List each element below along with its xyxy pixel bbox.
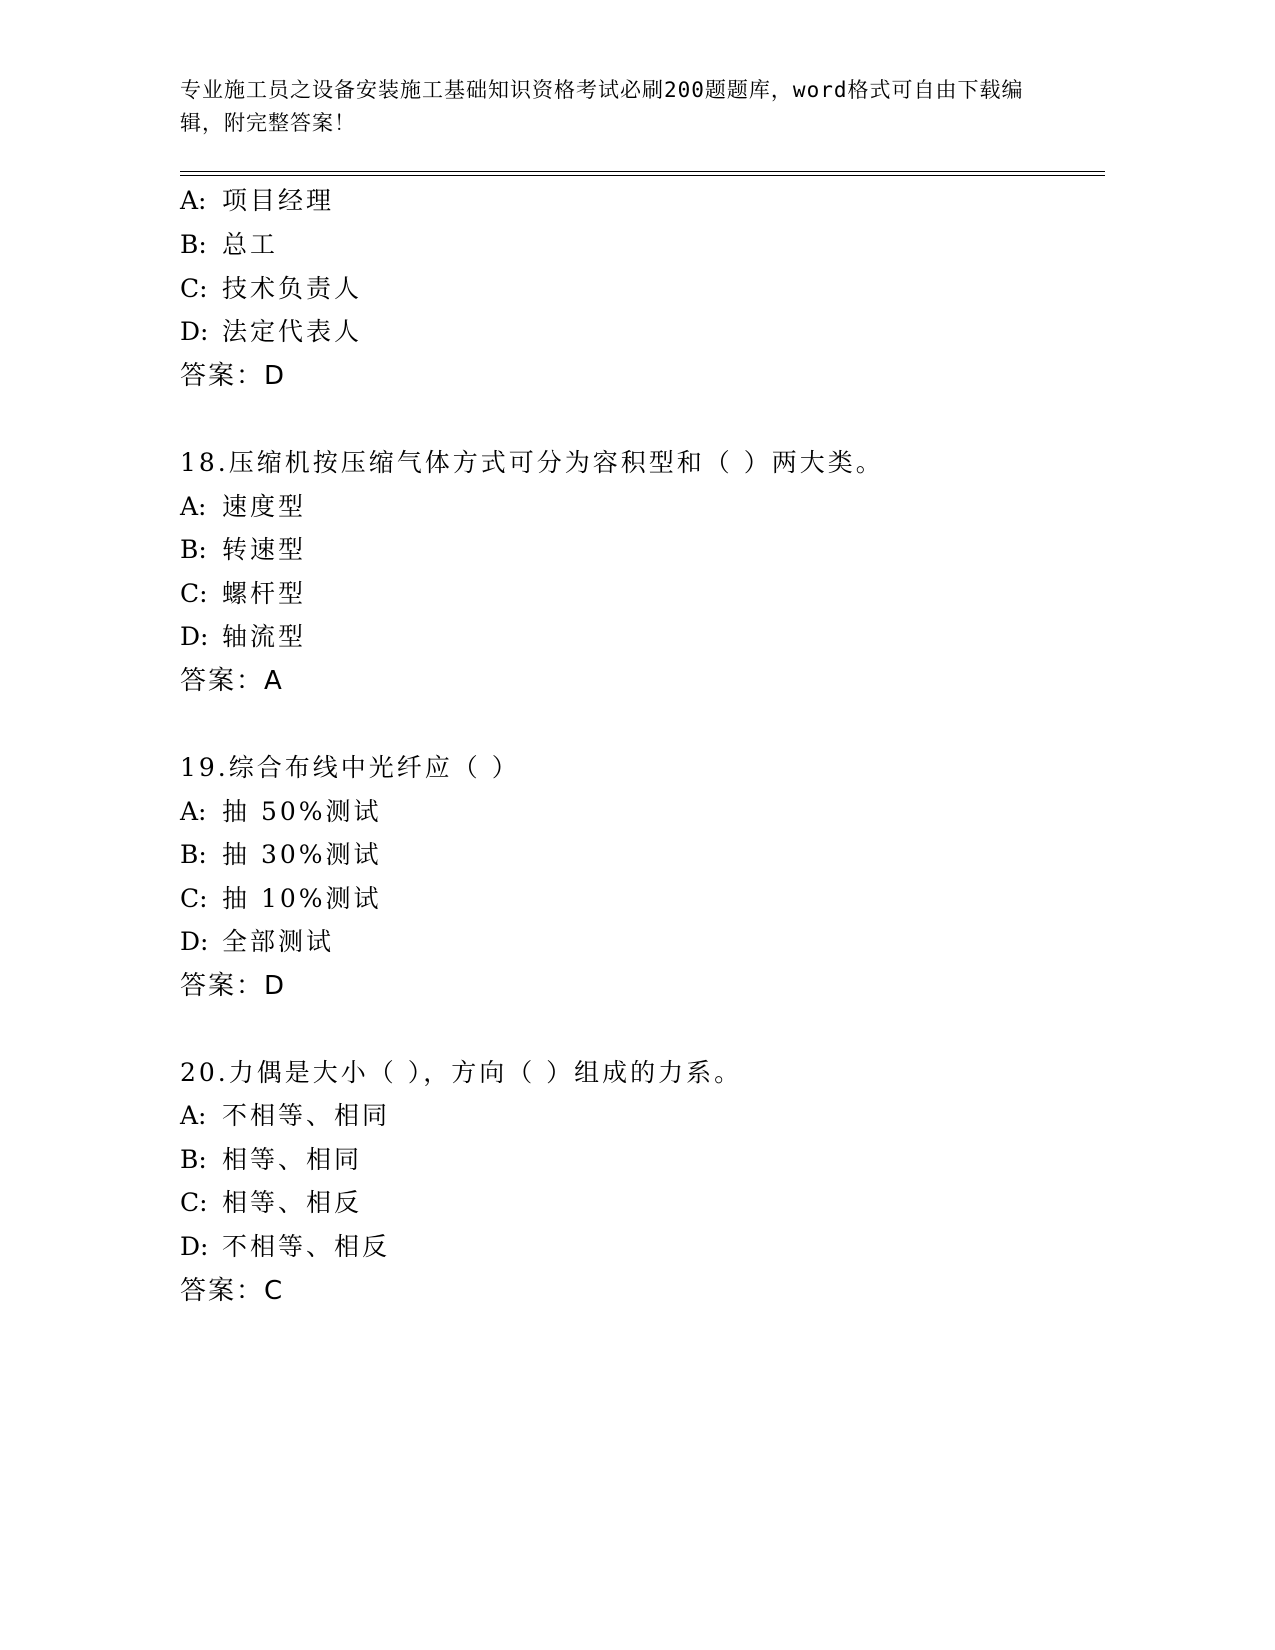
q17-option-a: A: 项目经理 (180, 186, 335, 215)
q18-answer: 答案：A (180, 666, 282, 696)
q20-option-c: C: 相等、相反 (180, 1188, 363, 1217)
q19-option-c: C: 抽 10%测试 (180, 884, 382, 913)
q17-answer: 答案：D (180, 361, 285, 391)
q18-option-d: D: 轴流型 (180, 622, 307, 651)
q20-option-d: D: 不相等、相反 (180, 1232, 391, 1261)
q17-option-b: B: 总工 (180, 230, 279, 259)
q17-option-d: D: 法定代表人 (180, 317, 363, 346)
q20-option-b: B: 相等、相同 (180, 1145, 363, 1174)
q19-option-a: A: 抽 50%测试 (180, 797, 382, 826)
q18-option-b: B: 转速型 (180, 535, 307, 564)
q19-stem: 19.综合布线中光纤应（ ） (180, 753, 520, 782)
header-rule-bottom (180, 175, 1105, 176)
q19-option-b: B: 抽 30%测试 (180, 840, 382, 869)
q18-option-c: C: 螺杆型 (180, 579, 307, 608)
q20-option-a: A: 不相等、相同 (180, 1101, 391, 1130)
header-rule-top (180, 171, 1105, 172)
q18-stem: 18.压缩机按压缩气体方式可分为容积型和（ ）两大类。 (180, 448, 884, 477)
q17-option-c: C: 技术负责人 (180, 274, 363, 303)
q20-answer: 答案：C (180, 1276, 283, 1306)
q19-answer: 答案：D (180, 971, 285, 1001)
q20-stem: 20.力偶是大小（ ），方向（ ）组成的力系。 (180, 1058, 743, 1087)
document-header: 专业施工员之设备安装施工基础知识资格考试必刷200题题库，word格式可自由下载编辑，附完整答案！ (180, 78, 1024, 135)
q18-option-a: A: 速度型 (180, 492, 307, 521)
q19-option-d: D: 全部测试 (180, 927, 335, 956)
